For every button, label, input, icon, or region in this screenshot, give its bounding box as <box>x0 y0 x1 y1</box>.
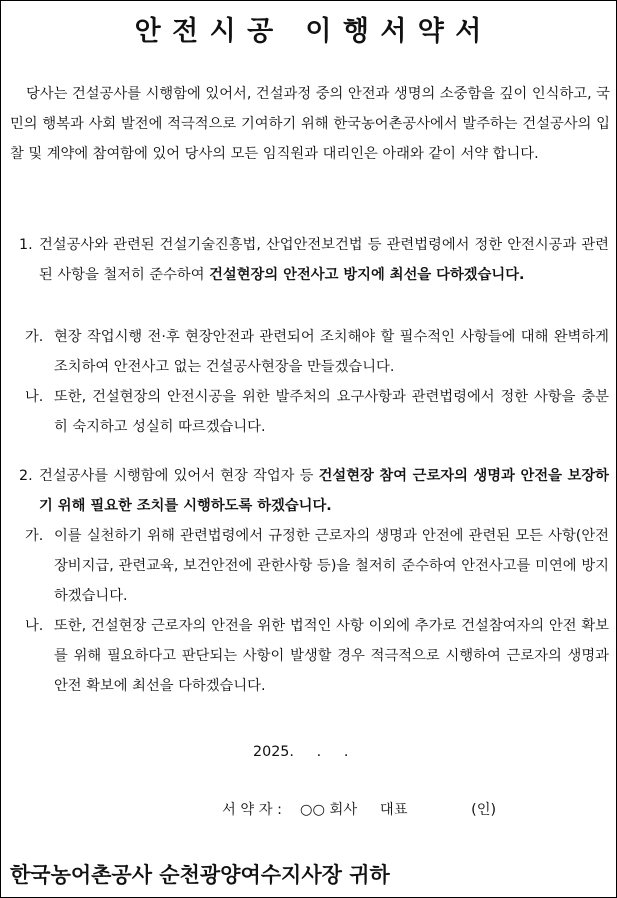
subitem-text: 이를 실천하기 위해 관련법령에서 규정한 근로자의 생명과 안전에 관련된 모든 사항(안전장비지급, 관련교육, 보건안전에 관한사항 등)을 철저히 준수하여 안전사고를 미연에 방지 하겠습니다. <box>54 528 609 604</box>
pledge-item-2 <box>19 461 609 521</box>
document-title: 안 전 시 공 이 행 서 약 서 <box>134 16 483 47</box>
pledge-subitem-1-na <box>25 382 609 442</box>
subitem-number: 가. <box>25 528 44 544</box>
pledge-item-1 <box>19 230 609 290</box>
intro-paragraph: 당사는 건설공사를 시행함에 있어서, 건설과정 중의 안전과 생명의 소중함을 깊이 인식하고, 국민의 행복과 사회 발전에 적극적으로 기여하기 위해 한국농어촌공사에서 발주하는 건설공사의 입찰 및 계약에 참여함에 있어 당사의 모든 임직원과 대리인은 아래와 같이 서약 합니다. <box>10 86 610 162</box>
subitem-number: 나. <box>25 389 44 405</box>
pledge-subitem-1-ga <box>25 322 609 382</box>
signer-line: 서 약 자 : ○○ 회사 대표 (인) <box>222 802 497 818</box>
item-bold-text: 건설현장 참여 근로자의 생명과 안전을 보장하기 위해 필요한 조치를 시행하도록 하겠습니다. <box>39 468 609 514</box>
addressee: 한국농어촌공사 순천광양여수지사장 귀하 <box>10 863 390 887</box>
item-bold-text: 건설현장의 안전사고 방지에 최선을 다하겠습니다. <box>209 267 525 283</box>
subitem-text: 또한, 건설현장의 안전시공을 위한 발주처의 요구사항과 관련법령에서 정한 사항을 충분히 숙지하고 성실히 따르겠습니다. <box>54 389 609 435</box>
subitem-number: 가. <box>25 329 44 345</box>
subitem-text: 또한, 건설현장 근로자의 안전을 위한 법적인 사항 이외에 추가로 건설참여자의 안전 확보를 위해 필요하다고 판단되는 사항이 발생할 경우 적극적으로 시행하여 근로자의 생명과 안전 확보에 최선을 다하겠습니다. <box>54 618 609 694</box>
item-text: 건설공사와 관련된 건설기술진흥법, 산업안전보건법 등 관련법령에서 정한 안전시공과 관련된 사항을 철저히 준수하여 <box>39 237 609 283</box>
item-number: 1. <box>19 237 33 253</box>
pledge-subitem-2-na <box>25 611 609 701</box>
pledge-subitem-2-ga <box>25 521 609 611</box>
pledge-date: 2025. . . <box>253 744 349 760</box>
subitem-number: 나. <box>25 618 44 634</box>
subitem-text: 현장 작업시행 전·후 현장안전과 관련되어 조치해야 할 필수적인 사항들에 대해 완벽하게 조치하여 안전사고 없는 건설공사현장을 만들겠습니다. <box>54 329 609 375</box>
item-number: 2. <box>19 468 33 484</box>
item-text: 건설공사를 시행함에 있어서 현장 작업자 등 <box>39 468 319 484</box>
